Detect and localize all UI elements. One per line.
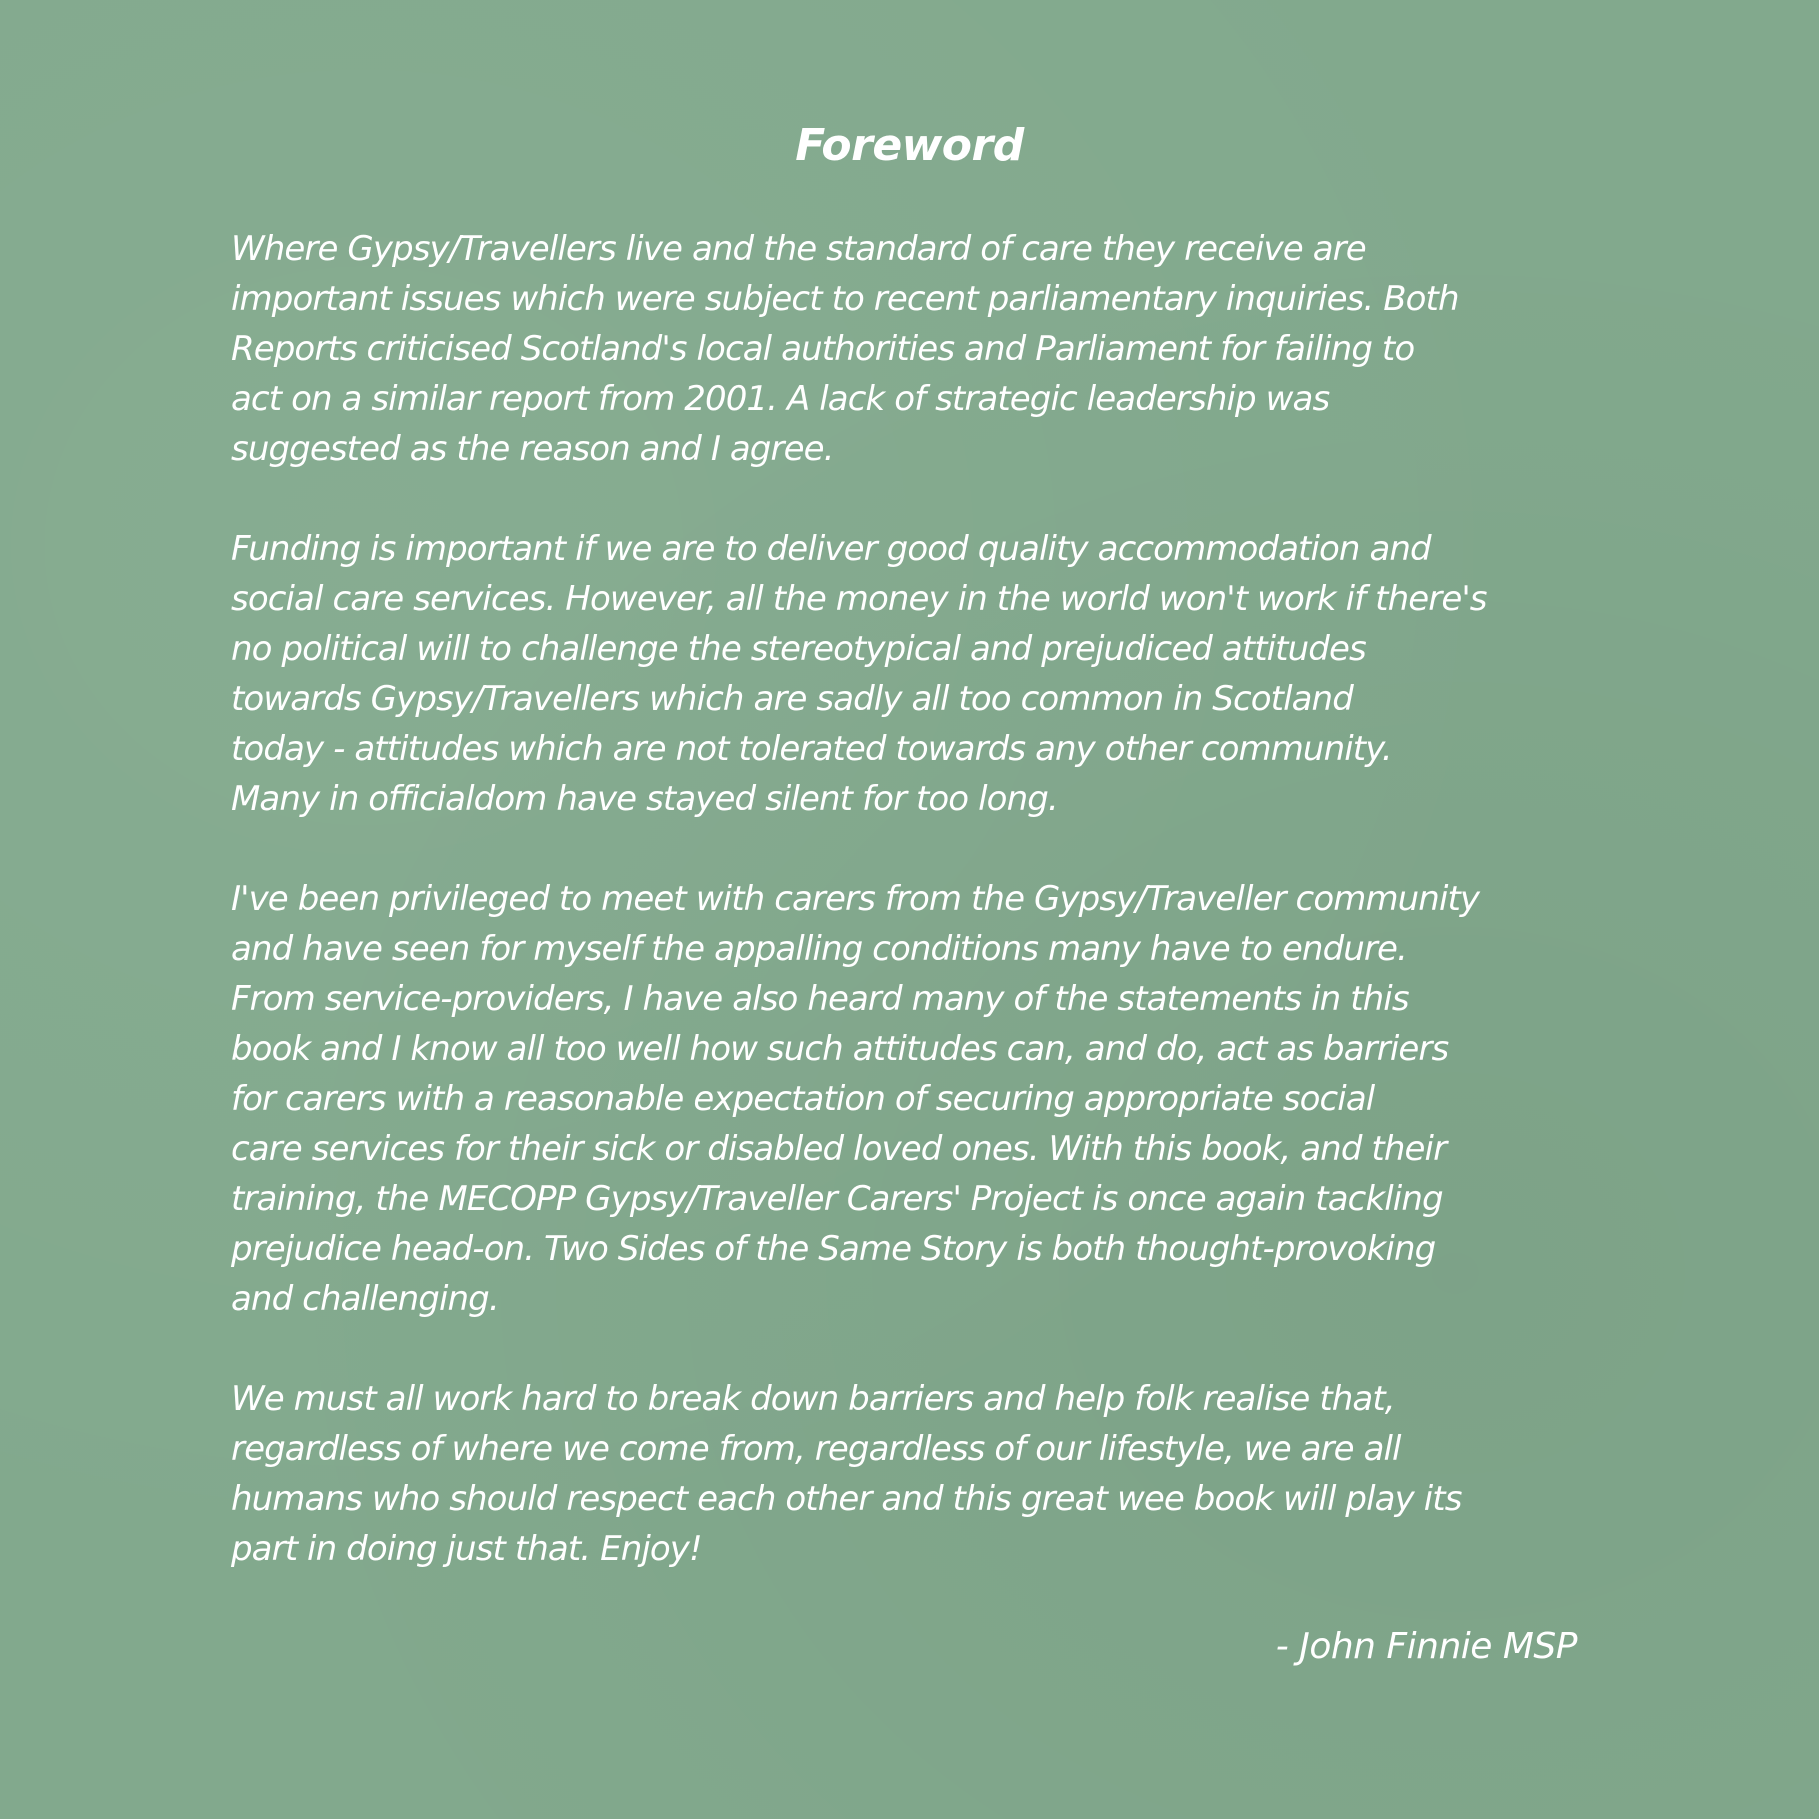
text-line: I've been privileged to meet with carers from the Gypsy/Traveller community [231, 879, 1480, 919]
text-line: Reports criticised Scotland's local authorities and Parliament for failing to [231, 329, 1415, 369]
foreword-body [231, 224, 1631, 1624]
text-line: and have seen for myself the appalling conditions many have to endure. [231, 929, 1407, 969]
text-line: Funding is important if we are to deliver good quality accommodation and [231, 529, 1431, 569]
text-line: regardless of where we come from, regardless of our lifestyle, we are all [231, 1429, 1401, 1469]
text-line: towards Gypsy/Travellers which are sadly all too common in Scotland [231, 679, 1353, 719]
text-line: Many in officialdom have stayed silent for too long. [231, 779, 1058, 819]
page-title: Foreword [795, 120, 1024, 171]
paragraph-3 [231, 874, 1631, 1324]
author-signature: - John Finnie MSP [1275, 1626, 1577, 1667]
text-line: no political will to challenge the stereotypical and prejudiced attitudes [231, 629, 1366, 669]
paragraph-4 [231, 1374, 1631, 1574]
text-line: care services for their sick or disabled loved ones. With this book, and their [231, 1129, 1447, 1169]
text-line: humans who should respect each other and this great wee book will play its [231, 1479, 1462, 1519]
text-line: social care services. However, all the money in the world won't work if there's [231, 579, 1487, 619]
text-line: We must all work hard to break down barriers and help folk realise that, [231, 1379, 1395, 1419]
text-line: for carers with a reasonable expectation of securing appropriate social [231, 1079, 1375, 1119]
text-line: act on a similar report from 2001. A lack of strategic leadership was [231, 379, 1330, 419]
text-line: Where Gypsy/Travellers live and the standard of care they receive are [231, 229, 1366, 269]
text-line: From service-providers, I have also heard many of the statements in this [231, 979, 1409, 1019]
text-line: important issues which were subject to recent parliamentary inquiries. Both [231, 279, 1459, 319]
paragraph-1 [231, 224, 1631, 474]
text-line: today - attitudes which are not tolerated towards any other community. [231, 729, 1392, 769]
text-line: training, the MECOPP Gypsy/Traveller Carers' Project is once again tackling [231, 1179, 1443, 1219]
text-line: and challenging. [231, 1279, 499, 1319]
paragraph-2 [231, 524, 1631, 824]
text-line: part in doing just that. Enjoy! [231, 1529, 702, 1569]
text-line: prejudice head-on. Two Sides of the Same Story is both thought-provoking [231, 1229, 1436, 1269]
text-line: suggested as the reason and I agree. [231, 429, 834, 469]
text-line: book and I know all too well how such attitudes can, and do, act as barriers [231, 1029, 1449, 1069]
